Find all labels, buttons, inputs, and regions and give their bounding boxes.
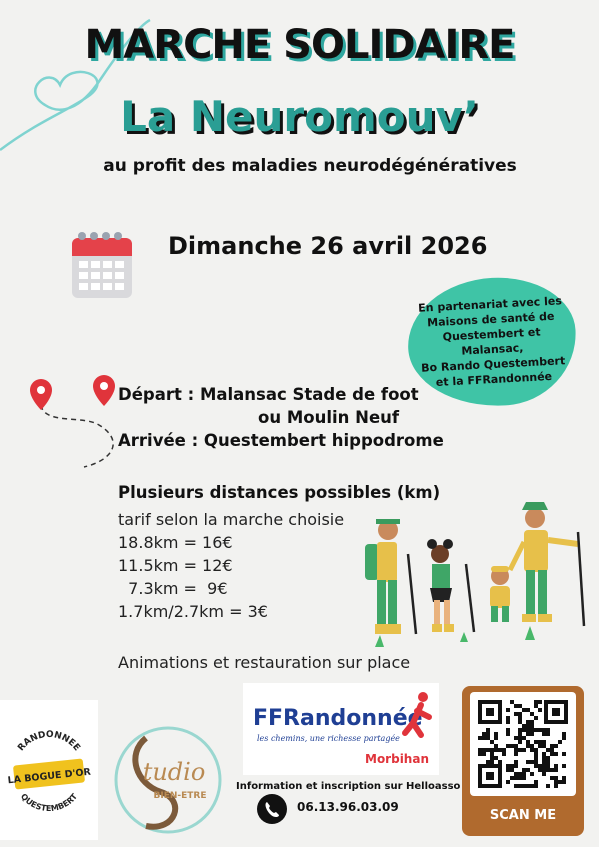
qr-module — [514, 752, 518, 756]
qr-scan-box[interactable] — [462, 686, 584, 836]
departure-text: Départ : Malansac Stade de foot — [118, 385, 419, 404]
qr-module — [554, 744, 558, 748]
qr-module — [482, 732, 486, 736]
partner-line: Questembert et — [442, 325, 541, 344]
bogue-logo — [0, 700, 98, 840]
qr-module — [550, 748, 554, 752]
qr-module — [518, 720, 522, 724]
qr-module — [522, 724, 526, 728]
qr-module — [482, 748, 486, 752]
qr-module — [554, 764, 558, 768]
qr-module — [490, 756, 494, 760]
qr-module — [546, 784, 550, 788]
qr-module — [542, 760, 546, 764]
qr-module — [490, 752, 494, 756]
qr-module — [518, 736, 522, 740]
qr-module — [518, 732, 522, 736]
qr-module — [534, 704, 538, 708]
qr-module — [542, 732, 546, 736]
qr-module — [542, 772, 546, 776]
qr-module — [554, 768, 558, 772]
scan-me-label: SCAN ME — [489, 808, 557, 823]
qr-module — [478, 752, 482, 756]
qr-module — [494, 748, 498, 752]
qr-module — [498, 760, 502, 764]
qr-module — [534, 752, 538, 756]
qr-module — [522, 736, 526, 740]
qr-module — [506, 720, 510, 724]
qr-module — [478, 748, 482, 752]
qr-module — [518, 728, 522, 732]
calendar-icon — [70, 228, 134, 300]
qr-module — [522, 768, 526, 772]
price-line: 18.8km = 16€ — [118, 533, 233, 552]
qr-code[interactable] — [470, 692, 576, 796]
partner-line: Maisons de santé de — [426, 309, 555, 330]
qr-module — [534, 764, 538, 768]
qr-module — [550, 752, 554, 756]
qr-module — [514, 712, 518, 716]
qr-module — [542, 744, 546, 748]
qr-module — [526, 728, 530, 732]
partner-line: En partenariat avec les — [417, 294, 563, 315]
qr-module — [490, 760, 494, 764]
phone-number: 06.13.96.03.09 — [297, 800, 399, 814]
qr-module — [506, 708, 510, 712]
event-tagline: au profit des maladies neurodégénératives — [103, 156, 517, 176]
qr-module — [534, 716, 538, 720]
qr-module — [534, 756, 538, 760]
qr-module — [506, 732, 510, 736]
qr-module — [534, 700, 538, 704]
qr-module — [538, 700, 542, 704]
bogue-main-text: LA BOGUE D'OR — [7, 766, 92, 787]
qr-module — [506, 744, 510, 748]
qr-module — [490, 748, 494, 752]
distances-heading: Plusieurs distances possibles (km) — [118, 483, 441, 502]
qr-module — [514, 772, 518, 776]
qr-module — [530, 728, 534, 732]
qr-module — [518, 748, 522, 752]
qr-module — [538, 740, 542, 744]
qr-module — [530, 744, 534, 748]
qr-module — [526, 760, 530, 764]
qr-module — [506, 768, 510, 772]
qr-module — [526, 740, 530, 744]
qr-module — [518, 716, 522, 720]
qr-module — [518, 776, 522, 780]
qr-module — [526, 784, 530, 788]
qr-module — [534, 784, 538, 788]
qr-module — [530, 784, 534, 788]
qr-module — [518, 784, 522, 788]
qr-module — [522, 708, 526, 712]
qr-module — [490, 740, 494, 744]
qr-module — [522, 776, 526, 780]
qr-module — [506, 716, 510, 720]
qr-module — [546, 760, 550, 764]
ffr-slogan-text: les chemins, une richesse partagée — [257, 734, 400, 743]
qr-module — [554, 784, 558, 788]
price-line: 1.7km/2.7km = 3€ — [118, 602, 268, 621]
hikers-illustration — [360, 492, 590, 652]
qr-module — [546, 732, 550, 736]
qr-module — [542, 768, 546, 772]
partner-line: Bo Rando Questembert — [420, 354, 566, 375]
qr-module — [514, 760, 518, 764]
price-line: tarif selon la marche choisie — [118, 510, 345, 529]
price-line: 11.5km = 12€ — [118, 556, 233, 575]
bogue-bottom-text: QUESTEMBERT — [18, 791, 80, 814]
qr-module — [546, 764, 550, 768]
qr-module — [526, 720, 530, 724]
qr-module — [502, 748, 506, 752]
qr-module — [522, 728, 526, 732]
qr-module — [538, 744, 542, 748]
qr-module — [522, 748, 526, 752]
qr-module — [494, 732, 498, 736]
qr-module — [506, 764, 510, 768]
qr-module — [510, 700, 514, 704]
qr-module — [526, 724, 530, 728]
qr-module — [514, 744, 518, 748]
qr-module — [538, 728, 542, 732]
qr-module — [526, 708, 530, 712]
studio-logo — [106, 714, 232, 844]
qr-module — [534, 728, 538, 732]
qr-module — [538, 768, 542, 772]
event-name: La Neuromouv’ — [120, 92, 479, 141]
page-title: MARCHE SOLIDAIRE — [84, 22, 515, 68]
qr-module — [506, 728, 510, 732]
ffr-logo — [243, 683, 439, 775]
qr-module — [510, 764, 514, 768]
qr-module — [562, 776, 566, 780]
qr-module — [494, 756, 498, 760]
svg-text:QUESTEMBERT — [19, 792, 79, 814]
qr-module — [534, 740, 538, 744]
qr-module — [518, 772, 522, 776]
svg-text:RANDONNEE — [16, 730, 81, 753]
qr-module — [506, 780, 510, 784]
qr-module — [514, 704, 518, 708]
qr-module — [542, 764, 546, 768]
qr-module — [542, 756, 546, 760]
qr-module — [550, 744, 554, 748]
info-text: Information et inscription sur Helloasso — [236, 781, 461, 792]
qr-module — [510, 744, 514, 748]
qr-module — [482, 736, 486, 740]
qr-module — [526, 732, 530, 736]
phone-icon — [256, 793, 288, 825]
qr-module — [542, 752, 546, 756]
event-date: Dimanche 26 avril 2026 — [168, 232, 488, 260]
qr-module — [530, 712, 534, 716]
partner-line: et la FFRandonnée — [435, 369, 553, 389]
qr-module — [526, 768, 530, 772]
qr-module — [486, 732, 490, 736]
qr-module — [510, 768, 514, 772]
qr-module — [514, 776, 518, 780]
qr-module — [534, 748, 538, 752]
studio-main-text: tudio — [142, 758, 206, 786]
qr-module — [486, 728, 490, 732]
qr-module — [554, 752, 558, 756]
qr-module — [526, 744, 530, 748]
qr-module — [486, 760, 490, 764]
studio-sub-text: BIEN-ETRE — [153, 791, 207, 801]
qr-module — [546, 756, 550, 760]
qr-module — [554, 780, 558, 784]
qr-module — [542, 740, 546, 744]
qr-module — [546, 728, 550, 732]
qr-module — [518, 712, 522, 716]
qr-module — [562, 780, 566, 784]
qr-module — [530, 720, 534, 724]
partner-line: Malansac, — [461, 341, 524, 358]
qr-module — [530, 724, 534, 728]
qr-module — [550, 768, 554, 772]
ffr-name-text: FFRandonnée — [253, 706, 423, 731]
qr-module — [498, 748, 502, 752]
qr-module — [554, 776, 558, 780]
qr-module — [518, 740, 522, 744]
qr-module — [550, 776, 554, 780]
qr-module — [558, 740, 562, 744]
qr-module — [562, 736, 566, 740]
qr-module — [522, 784, 526, 788]
qr-module — [518, 704, 522, 708]
qr-module — [510, 776, 514, 780]
arrival-text: Arrivée : Questembert hippodrome — [118, 431, 444, 450]
bogue-top-text: RANDONNEE — [16, 729, 82, 754]
qr-module — [534, 760, 538, 764]
qr-code-icon — [470, 692, 576, 796]
qr-module — [530, 760, 534, 764]
qr-module — [538, 708, 542, 712]
qr-module — [542, 728, 546, 732]
qr-module — [478, 736, 482, 740]
qr-module — [530, 772, 534, 776]
qr-module — [538, 764, 542, 768]
price-line: 7.3km = 9€ — [118, 579, 228, 598]
qr-module — [514, 764, 518, 768]
qr-module — [514, 736, 518, 740]
qr-module — [482, 752, 486, 756]
qr-module — [530, 732, 534, 736]
price-list — [118, 508, 344, 623]
qr-module — [546, 768, 550, 772]
qr-module — [546, 748, 550, 752]
qr-module — [558, 780, 562, 784]
route-details — [118, 383, 444, 452]
qr-module — [494, 744, 498, 748]
qr-module — [534, 780, 538, 784]
qr-module — [514, 784, 518, 788]
qr-module — [562, 764, 566, 768]
qr-module — [486, 748, 490, 752]
qr-module — [486, 736, 490, 740]
qr-module — [502, 752, 506, 756]
animations-text: Animations et restauration sur place — [118, 653, 411, 672]
qr-module — [522, 772, 526, 776]
departure-alt-text: ou Moulin Neuf — [258, 408, 400, 427]
qr-module — [494, 736, 498, 740]
ffr-region-text: Morbihan — [365, 752, 429, 766]
qr-module — [562, 732, 566, 736]
qr-module — [530, 748, 534, 752]
qr-module — [514, 748, 518, 752]
qr-module — [562, 752, 566, 756]
